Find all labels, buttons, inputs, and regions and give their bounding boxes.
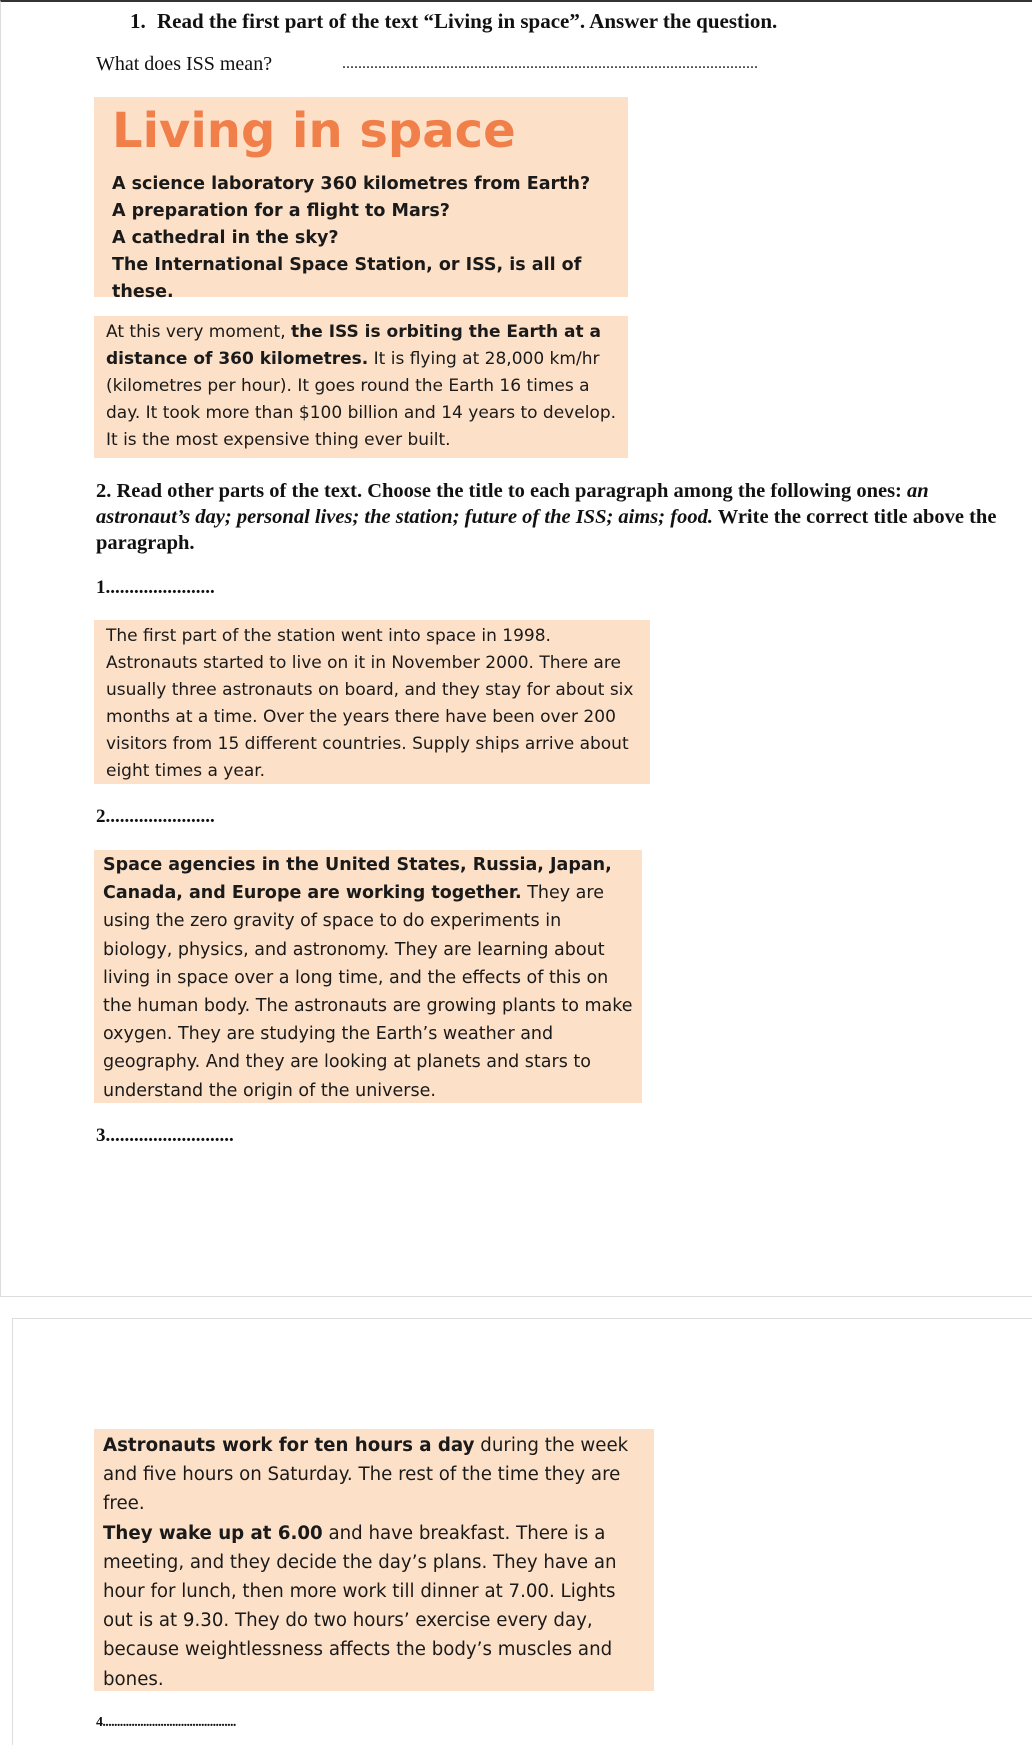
title-blank-2[interactable]: 2....................... [96,806,215,827]
question-2-text-start: Read other parts of the text. Choose the title to each paragraph among the following ones: [116,480,908,502]
question-1 [130,8,1010,34]
paragraph-1: The first part of the station went into space in 1998. Astronauts started to live on it in November 2000. There are usually three astronauts on board, and they stay for about six months at a time. Over the years there have been over 200 visitors from 15 different countries. Supply ships arrive about eight times a year. [106,626,634,781]
intro-bold: the ISS is orbiting the Earth at a distance of 360 kilometres. [106,322,602,369]
title-line: A science laboratory 360 kilometres from Earth? [112,174,591,194]
question-1-prompt: What does ISS mean? [96,53,273,75]
question-1-text: Read the first part of the text “Living in space”. Answer the question. [157,9,778,33]
paragraph-3 [103,1431,650,1694]
question-2-text-end: Write the correct title above the paragraph. [96,506,997,554]
intro-paragraph-box [94,316,628,458]
title-line: The International Space Station, or ISS, is all of these. [112,255,582,302]
intro-paragraph [106,319,618,454]
paragraph-1-box [94,620,650,784]
paragraph-2-rest: They are using the zero gravity of space to do experiments in biology, physics, and astronomy. They are learning about living in space over a long time, and the effects of this on the human body. The astronauts are growing plants to make oxygen. They are studying the Earth’s weather and geography. And they are looking at planets and stars to understand the origin of the universe. [103,883,633,1101]
intro-lead: At this very moment, [106,322,292,342]
paragraph-3-rest-1: during the week and five hours on Saturday. The rest of the time they are free. [103,1435,629,1515]
question-2-number: 2. [96,480,112,502]
question-2 [96,478,1011,556]
question-1-answer-line[interactable]: ........................................................................................................ [342,55,758,72]
paragraph-3-bold-1: Astronauts work for ten hours a day [103,1435,475,1456]
question-2-options: an astronaut’s day; personal lives; the station; future of the ISS; aims; food. [96,480,929,528]
paragraph-2-bold: Space agencies in the United States, Russia, Japan, Canada, and Europe are working together. [103,855,612,904]
title-line: A preparation for a flight to Mars? [112,201,450,221]
text-title: Living in space [112,103,516,159]
title-line: A cathedral in the sky? [112,228,339,248]
title-blank-1[interactable]: 1....................... [96,577,215,598]
paragraph-2-box [94,850,642,1103]
paragraph-3-bold-2: They wake up at 6.00 [103,1522,323,1544]
title-blank-3[interactable]: 3........................... [96,1125,234,1146]
title-blank-4[interactable]: 4.............................................. [96,1715,236,1730]
paragraph-2 [103,851,634,1105]
paragraph-3-box [94,1429,654,1691]
paragraph-3-rest-2: and have breakfast. There is a meeting, and they decide the day’s plans. They have an hour for lunch, then more work till dinner at 7.00. Lights out is at 9.30. They do two hours’ exercise every day, because weightlessness affects the body’s muscles and bones. [103,1522,617,1690]
title-box [94,97,628,302]
question-1-number: 1. [130,9,146,33]
intro-rest: It is flying at 28,000 km/hr (kilometres per hour). It goes round the Earth 16 times a day. It took more than $100 billion and 14 years to develop. It is the most expensive thing ever built. [106,349,617,450]
